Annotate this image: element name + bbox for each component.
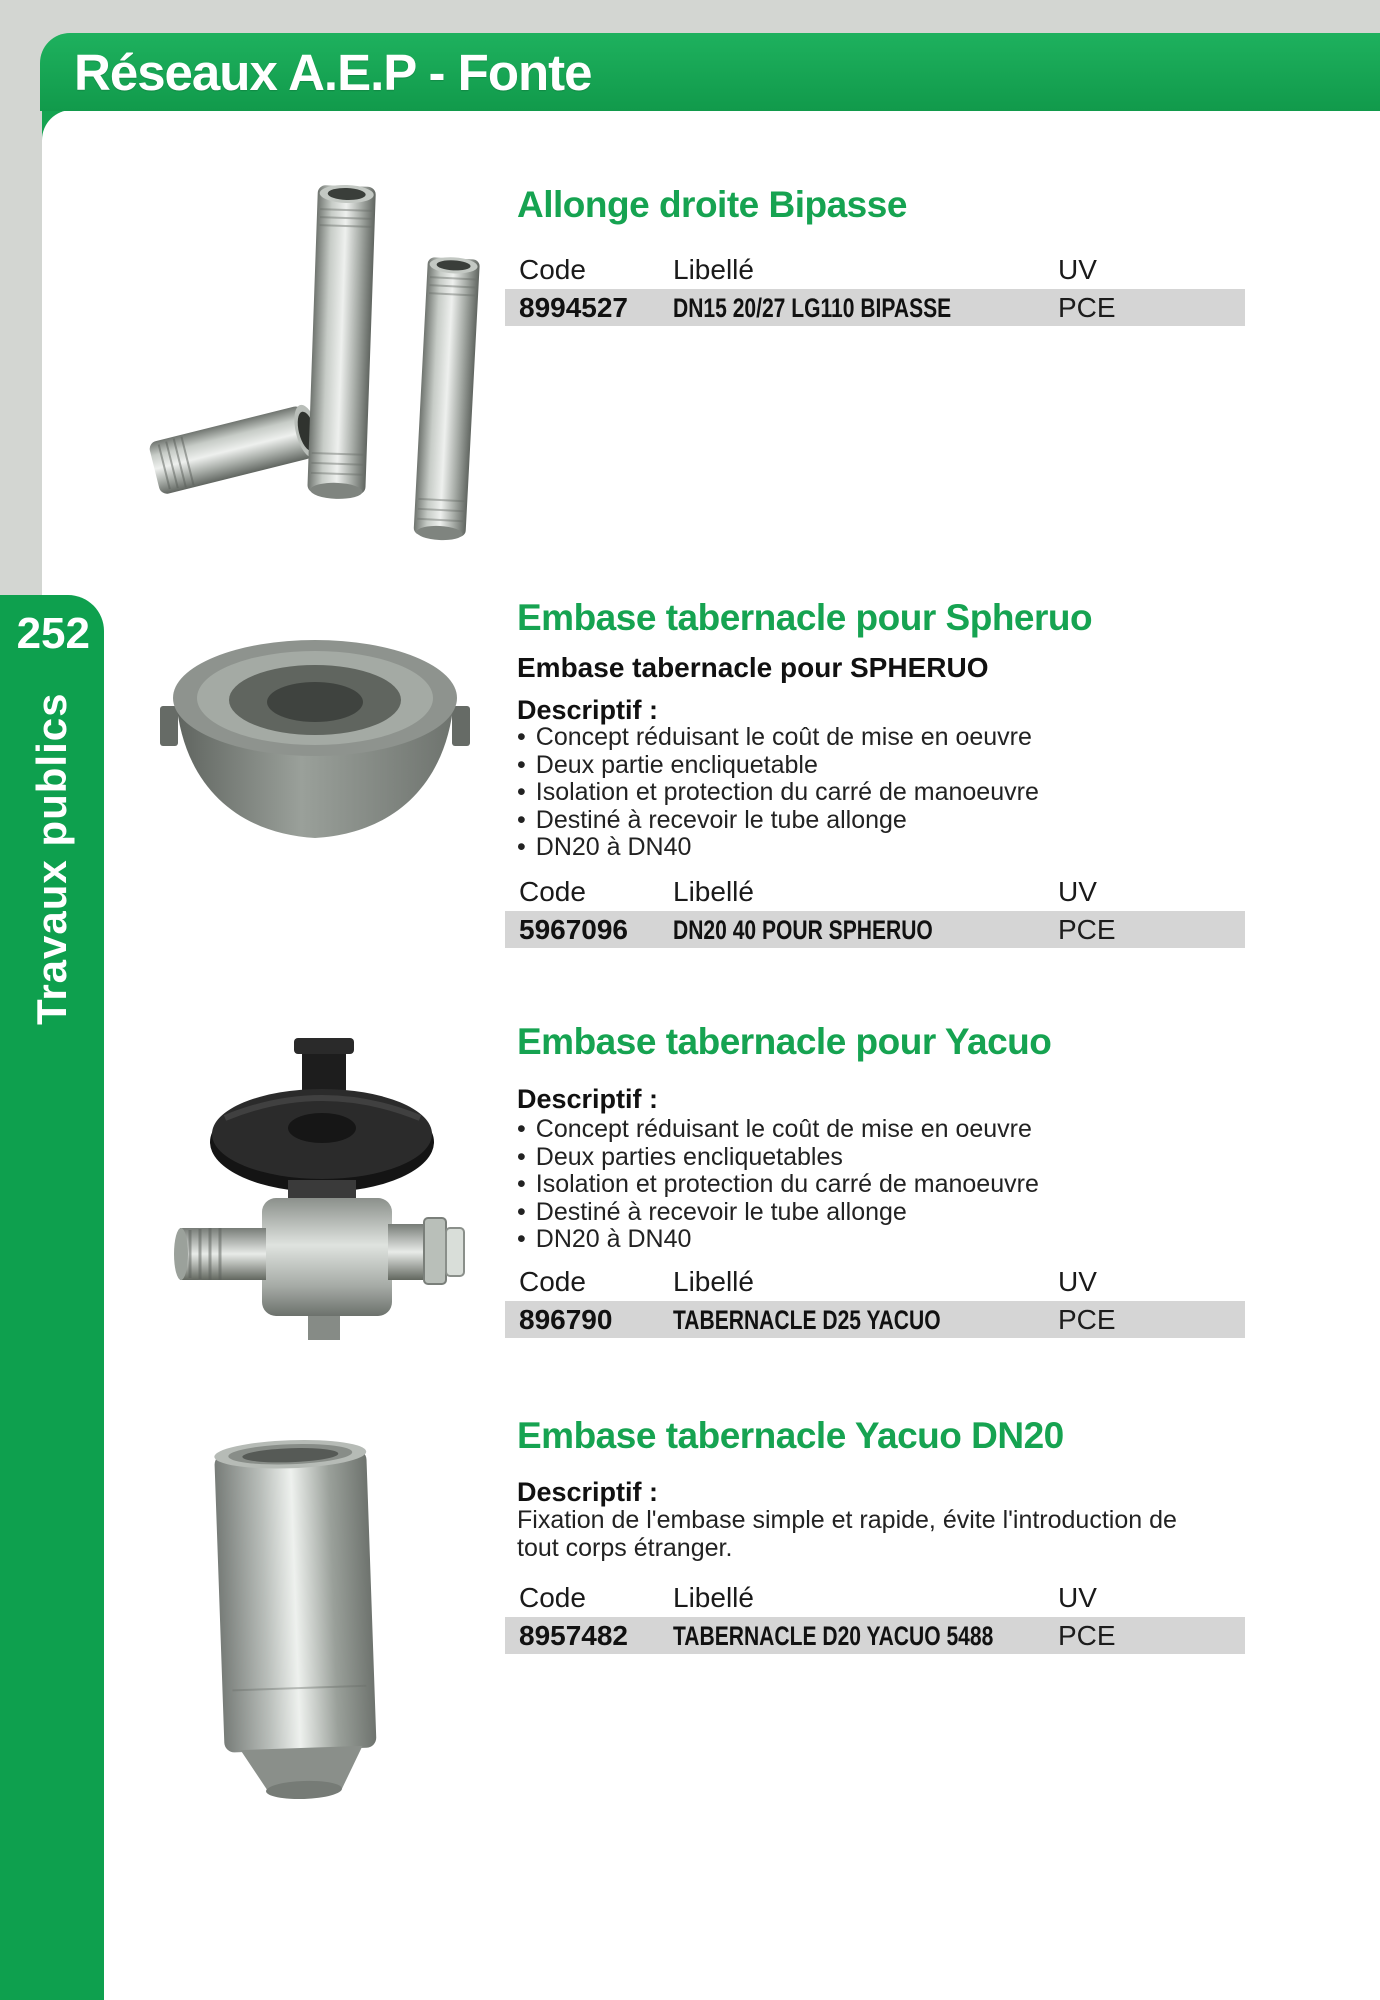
descriptif-label: Descriptif : xyxy=(517,1477,659,1507)
col-header-libelle: Libellé xyxy=(673,876,754,907)
col-header-uv: UV xyxy=(1058,1582,1097,1613)
product-table-spheruo xyxy=(505,874,1245,948)
col-header-uv: UV xyxy=(1058,1266,1097,1297)
cell-code: 8957482 xyxy=(519,1619,629,1651)
table-header-row xyxy=(505,1580,1245,1617)
page-title: Réseaux A.E.P - Fonte xyxy=(74,43,592,101)
bullet-item: • Isolation et protection du carré de manoeuvre xyxy=(517,1170,1039,1198)
col-header-uv: UV xyxy=(1058,254,1097,285)
bullet-item: • DN20 à DN40 xyxy=(517,1225,1039,1253)
cell-libelle: DN20 40 POUR SPHERUO xyxy=(673,914,933,945)
bullet-item: • Isolation et protection du carré de manoeuvre xyxy=(517,778,1039,806)
cell-code: 5967096 xyxy=(519,913,629,945)
col-header-libelle: Libellé xyxy=(673,254,754,285)
descriptif-label: Descriptif : xyxy=(517,1084,659,1114)
bullet-item: • Destiné à recevoir le tube allonge xyxy=(517,1198,1039,1226)
table-header-row xyxy=(505,252,1245,289)
col-header-libelle: Libellé xyxy=(673,1582,754,1613)
descriptif-bullet-list xyxy=(517,723,1039,861)
cell-libelle: TABERNACLE D25 YACUO xyxy=(673,1304,941,1335)
descriptif-bullet-list xyxy=(517,1115,1039,1253)
product-table-yacuo xyxy=(505,1264,1245,1338)
table-row xyxy=(505,1301,1245,1338)
product-photo-tabernacle-valve xyxy=(170,1038,470,1373)
section-title-allonge-droite-bipasse: Allonge droite Bipasse xyxy=(517,184,907,225)
product-photo-tabernacle-base xyxy=(160,612,470,867)
bullet-item: • Destiné à recevoir le tube allonge xyxy=(517,806,1039,834)
product-table-yacuo-dn20 xyxy=(505,1580,1245,1654)
cell-uv: PCE xyxy=(1058,1303,1116,1335)
bullet-item: • DN20 à DN40 xyxy=(517,833,1039,861)
cell-uv: PCE xyxy=(1058,913,1116,945)
sidebar-tab-travaux-publics xyxy=(0,595,104,2000)
cell-libelle: DN15 20/27 LG110 BIPASSE xyxy=(673,292,952,323)
table-header-row xyxy=(505,1264,1245,1301)
col-header-code: Code xyxy=(519,1266,586,1297)
table-row xyxy=(505,289,1245,326)
cell-uv: PCE xyxy=(1058,291,1116,323)
sidebar-category-label: Travaux publics xyxy=(28,692,75,1026)
section-title-embase-yacuo-dn20: Embase tabernacle Yacuo DN20 xyxy=(517,1415,1064,1456)
section-title-embase-spheruo: Embase tabernacle pour Spheruo xyxy=(517,597,1093,638)
section-subtitle-spheruo: Embase tabernacle pour SPHERUO xyxy=(517,652,989,683)
cell-code: 8994527 xyxy=(519,291,629,323)
col-header-code: Code xyxy=(519,254,586,285)
col-header-libelle: Libellé xyxy=(673,1266,754,1297)
product-table-allonge xyxy=(505,252,1245,326)
product-photo-three-extension-tubes xyxy=(130,165,520,550)
table-header-row xyxy=(505,874,1245,911)
page-header-bar xyxy=(40,33,1380,111)
col-header-uv: UV xyxy=(1058,876,1097,907)
page-number: 252 xyxy=(16,609,90,658)
product-photo-tube-cylinder xyxy=(200,1438,410,1808)
table-row xyxy=(505,911,1245,948)
descriptif-paragraph: Fixation de l'embase simple et rapide, évite l'introduction de tout corps étranger. xyxy=(517,1506,1177,1562)
table-row xyxy=(505,1617,1245,1654)
cell-libelle: TABERNACLE D20 YACUO 5488 xyxy=(673,1620,994,1651)
bullet-item: • Concept réduisant le coût de mise en oeuvre xyxy=(517,1115,1039,1143)
descriptif-label: Descriptif : xyxy=(517,695,659,725)
section-title-embase-yacuo: Embase tabernacle pour Yacuo xyxy=(517,1021,1052,1062)
bullet-item: • Deux partie encliquetable xyxy=(517,751,1039,779)
cell-code: 896790 xyxy=(519,1303,613,1335)
bullet-item: • Deux parties encliquetables xyxy=(517,1143,1039,1171)
col-header-code: Code xyxy=(519,1582,586,1613)
col-header-code: Code xyxy=(519,876,586,907)
cell-uv: PCE xyxy=(1058,1619,1116,1651)
bullet-item: • Concept réduisant le coût de mise en oeuvre xyxy=(517,723,1039,751)
